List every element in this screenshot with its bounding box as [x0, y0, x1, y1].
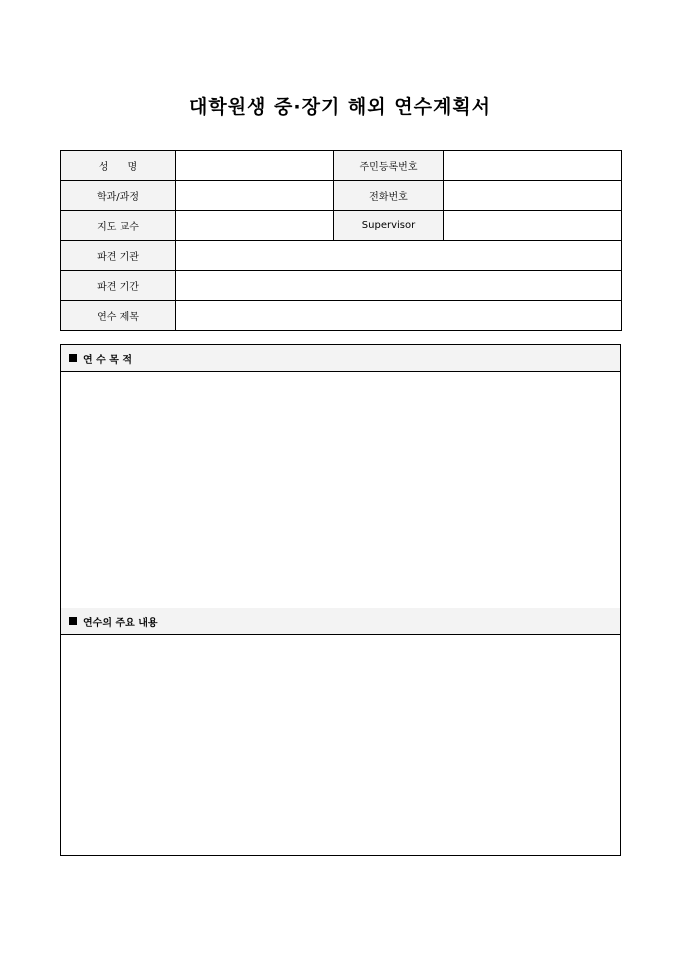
name-label: 성 명 [61, 151, 176, 181]
period-label: 파견 기간 [61, 271, 176, 301]
department-label: 학과/과정 [61, 181, 176, 211]
id-number-field[interactable] [444, 151, 622, 181]
square-bullet-icon [69, 354, 77, 362]
table-row [61, 211, 622, 241]
phone-field[interactable] [444, 181, 622, 211]
table-row [61, 181, 622, 211]
supervisor-field[interactable] [444, 211, 622, 241]
purpose-section [60, 344, 621, 609]
table-row [61, 301, 622, 331]
square-bullet-icon [69, 617, 77, 625]
subject-field[interactable] [176, 301, 622, 331]
supervisor-label: Supervisor [334, 211, 444, 241]
department-field[interactable] [176, 181, 334, 211]
advisor-field[interactable] [176, 211, 334, 241]
period-field[interactable] [176, 271, 622, 301]
name-field[interactable] [176, 151, 334, 181]
purpose-field[interactable] [61, 372, 620, 608]
table-row [61, 151, 622, 181]
content-section [60, 608, 621, 856]
id-number-label: 주민등록번호 [334, 151, 444, 181]
phone-label: 전화번호 [334, 181, 444, 211]
purpose-heading [61, 345, 620, 372]
content-field[interactable] [61, 635, 620, 855]
content-heading [61, 608, 620, 635]
table-row [61, 271, 622, 301]
institution-label: 파견 기관 [61, 241, 176, 271]
page-title: 대학원생 중·장기 해외 연수계획서 [188, 96, 492, 118]
institution-field[interactable] [176, 241, 622, 271]
purpose-heading-text: 연 수 목 적 [83, 354, 133, 366]
table-row [61, 241, 622, 271]
subject-label: 연수 제목 [61, 301, 176, 331]
applicant-info-table [60, 150, 622, 331]
advisor-label: 지도 교수 [61, 211, 176, 241]
content-heading-text: 연수의 주요 내용 [83, 617, 158, 629]
